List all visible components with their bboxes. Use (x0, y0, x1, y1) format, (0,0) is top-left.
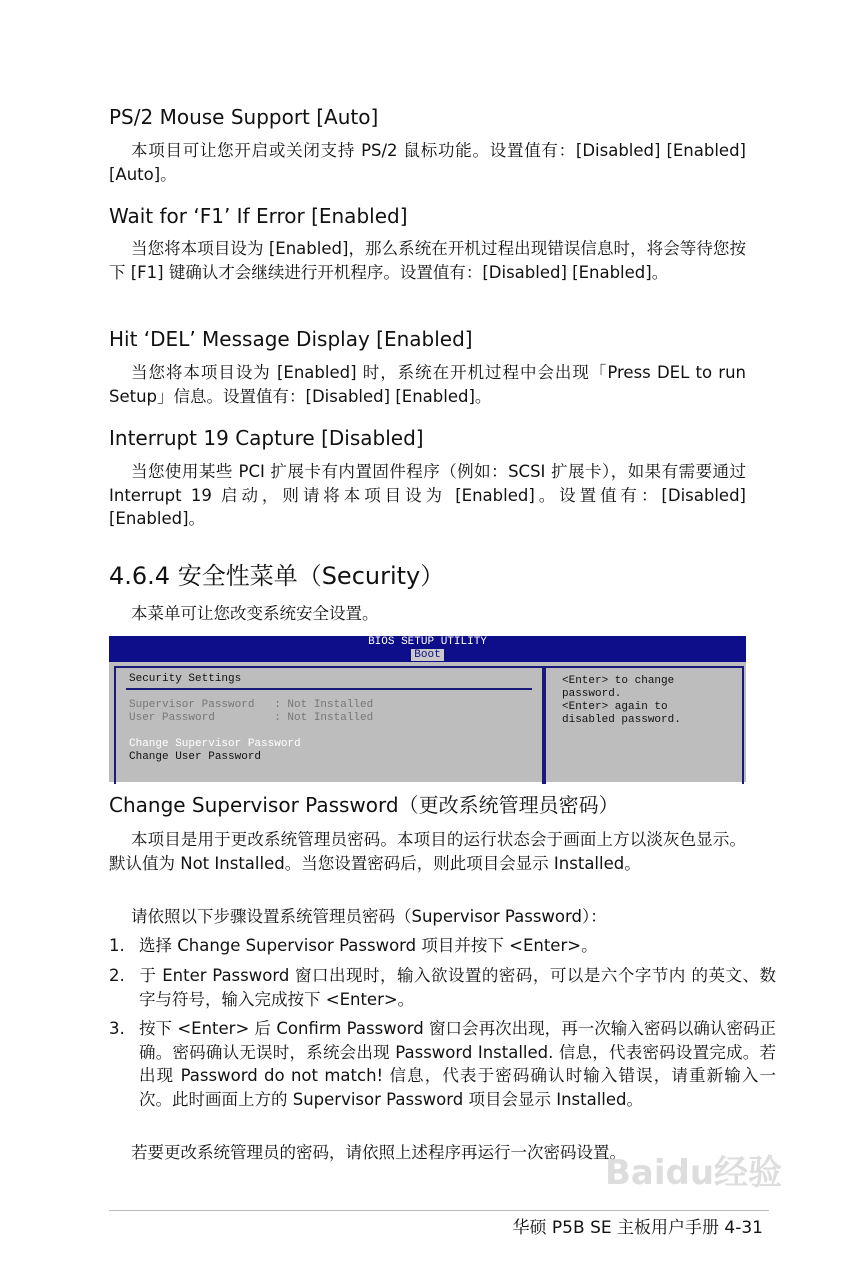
security-intro: 本菜单可让您改变系统安全设置。 (131, 604, 379, 623)
para-change-2: 请依照以下步骤设置系统管理员密码（Supervisor Password）： (131, 907, 607, 926)
bios-item-change-user: Change User Password (129, 751, 262, 763)
bios-section-title: Security Settings (129, 673, 242, 685)
bios-row-user: User Password : Not Installed (129, 712, 374, 724)
para-ps2-mouse: 本项目可让您开启或关闭支持 PS/2 鼠标功能。设置值有：[Disabled] [Enabled] [Auto]。 (109, 141, 746, 184)
bios-screenshot (109, 636, 746, 782)
footer-rule (109, 1210, 769, 1211)
bios-help-line: disabled password. (562, 714, 681, 726)
bios-row-supervisor: Supervisor Password : Not Installed (129, 699, 374, 711)
bios-main-panel (114, 666, 544, 784)
bios-help-line: password. (562, 688, 622, 700)
step-number: 1. (109, 936, 125, 955)
step-text: 选择 Change Supervisor Password 项目并按下 <Enter>。 (139, 936, 598, 955)
bios-header (109, 636, 746, 662)
bios-title: BIOS SETUP UTILITY (368, 636, 487, 648)
step-number: 3. (109, 1019, 125, 1038)
heading-interrupt19: Interrupt 19 Capture [Disabled] (109, 426, 424, 450)
page-footer: 华硕 P5B SE 主板用户手册 4-31 (512, 1218, 763, 1238)
step-number: 2. (109, 966, 125, 985)
para-interrupt19: 当您使用某些 PCI 扩展卡有内置固件程序（例如：SCSI 扩展卡），如果有需要通过 Interrupt 19 启动，则请将本项目设为 [Enabled]。设置值有：[Disabled] [Enabled]。 (109, 462, 746, 528)
heading-ps2-mouse: PS/2 Mouse Support [Auto] (109, 105, 379, 129)
bios-help-line: <Enter> to change (562, 675, 675, 687)
step-3 (109, 1017, 776, 1111)
bios-divider (126, 688, 532, 690)
para-wait-f1: 当您将本项目设为 [Enabled]，那么系统在开机过程出现错误信息时，将会等待您按下 [F1] 键确认才会继续进行开机程序。设置值有：[Disabled] [Enabled]。 (109, 239, 746, 282)
step-1 (109, 934, 776, 958)
section-title-security: 4.6.4 安全性菜单（Security） (109, 562, 445, 590)
step-text: 按下 <Enter> 后 Confirm Password 窗口会再次出现，再一次输入密码以确认密码正确。密码确认无误时，系统会出现 Password Installed. 信息，代表密码设置完成。若出现 Password do not match! 信息，代表于密码确认时输入错误，请重新输入一次。此时画面上方的 Supervisor Password 项目会显示 Installed。 (139, 1019, 776, 1109)
bios-help-panel (544, 666, 744, 784)
heading-wait-f1: Wait for ‘F1’ If Error [Enabled] (109, 204, 408, 228)
para-hit-del: 当您将本项目设为 [Enabled] 时，系统在开机过程中会出现「Press DEL to run Setup」信息。设置值有：[Disabled] [Enabled]。 (109, 363, 746, 406)
bios-tab-boot: Boot (411, 649, 443, 661)
bios-help-line: <Enter> again to (562, 701, 668, 713)
baidu-watermark: Baidu经验 (605, 1153, 783, 1193)
para-change-1: 本项目是用于更改系统管理员密码。本项目的运行状态会于画面上方以淡灰色显示。默认值为 Not Installed。当您设置密码后，则此项目会显示 Installed。 (109, 830, 746, 873)
step-2 (109, 964, 776, 1011)
heading-hit-del: Hit ‘DEL’ Message Display [Enabled] (109, 327, 473, 351)
para-change-3: 若要更改系统管理员的密码，请依照上述程序再运行一次密码设置。 (131, 1143, 626, 1162)
bios-item-change-supervisor: Change Supervisor Password (129, 738, 301, 750)
heading-change-supervisor: Change Supervisor Password（更改系统管理员密码） (109, 793, 619, 817)
step-text: 于 Enter Password 窗口出现时，输入欲设置的密码，可以是六个字节内 的英文、数字与符号，输入完成按下 <Enter>。 (139, 966, 776, 1009)
